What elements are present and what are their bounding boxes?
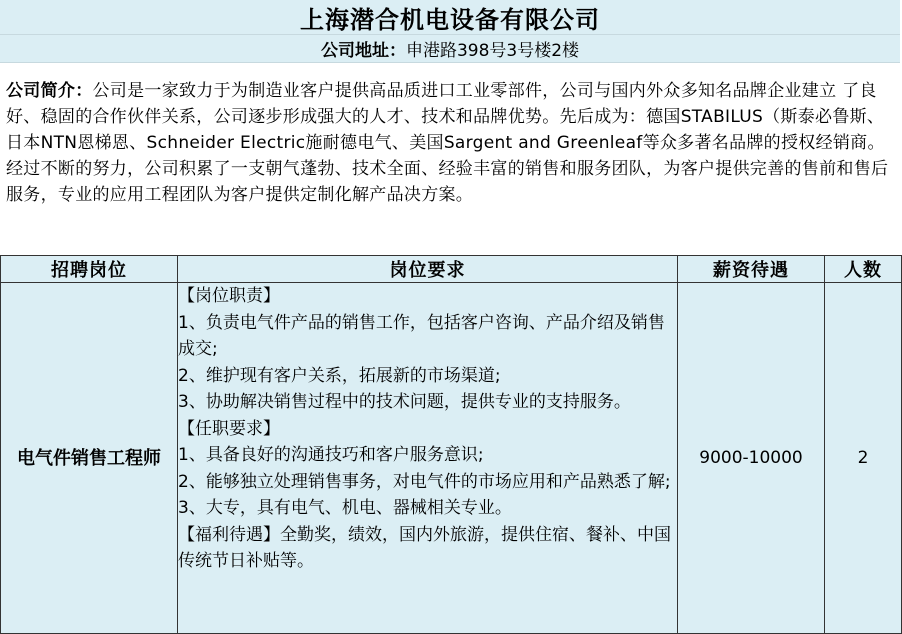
requirement-line: 【任职要求】 [178,418,280,439]
header-salary: 薪资待遇 [678,256,825,283]
requirement-line: 3、大专，具有电气、机电、器械相关专业。 [178,498,512,518]
intro-label: 公司简介： [6,81,93,101]
header-count: 人数 [825,256,902,283]
requirement-line: 【福利待遇】全勤奖，绩效，国内外旅游，提供住宿、餐补、中国传统节日补贴等。 [178,524,671,571]
header-position: 招聘岗位 [1,256,178,283]
company-address-banner [0,35,900,63]
requirement-line: 1、负责电气件产品的销售工作，包括客户咨询、产品介绍及销售成交; [178,312,665,359]
company-name: 上海潜合机电设备有限公司 [300,5,600,34]
requirement-line: 3、协助解决销售过程中的技术问题，提供专业的支持服务。 [178,392,631,412]
address-value: 申港路398号3号楼2楼 [405,41,580,61]
requirement-line: 2、能够独立处理销售事务，对电气件的市场应用和产品熟悉了解; [178,471,671,492]
headcount-cell: 2 [825,283,902,634]
requirements-cell [178,283,678,634]
position-cell: 电气件销售工程师 [1,283,178,634]
table-header-row [1,256,902,283]
table-row [1,283,902,634]
requirement-line: 2、维护现有客户关系，拓展新的市场渠道; [178,365,501,386]
intro-text: 公司是一家致力于为制造业客户提供高品质进口工业零部件，公司与国内外众多知名品牌企业建立 了良好、稳固的合作伙伴关系，公司逐步形成强大的人才、技术和品牌优势。先后成为：德国STABILUS（斯泰必鲁斯、日本NTN恩梯恩、Schneider Electric施耐德电气、美国Sargent and Greenleaf等众多著名品牌的授权经销商。经过不断的努力，公司积累了一支朝气蓬勃、技术全面、经验丰富的销售和服务团队，为客户提供完善的售前和售后服务，专业的应用工程团队为客户提供定制化解产品决方案。 [6,81,889,205]
company-name-banner [0,0,900,35]
jobs-table [0,255,902,634]
header-requirements: 岗位要求 [178,256,678,283]
requirement-line: 1、具备良好的沟通技巧和客户服务意识; [178,445,484,465]
requirement-line: 【岗位职责】 [178,286,280,306]
address-label: 公司地址： [320,41,406,61]
salary-cell: 9000-10000 [678,283,825,634]
company-intro [6,78,896,243]
